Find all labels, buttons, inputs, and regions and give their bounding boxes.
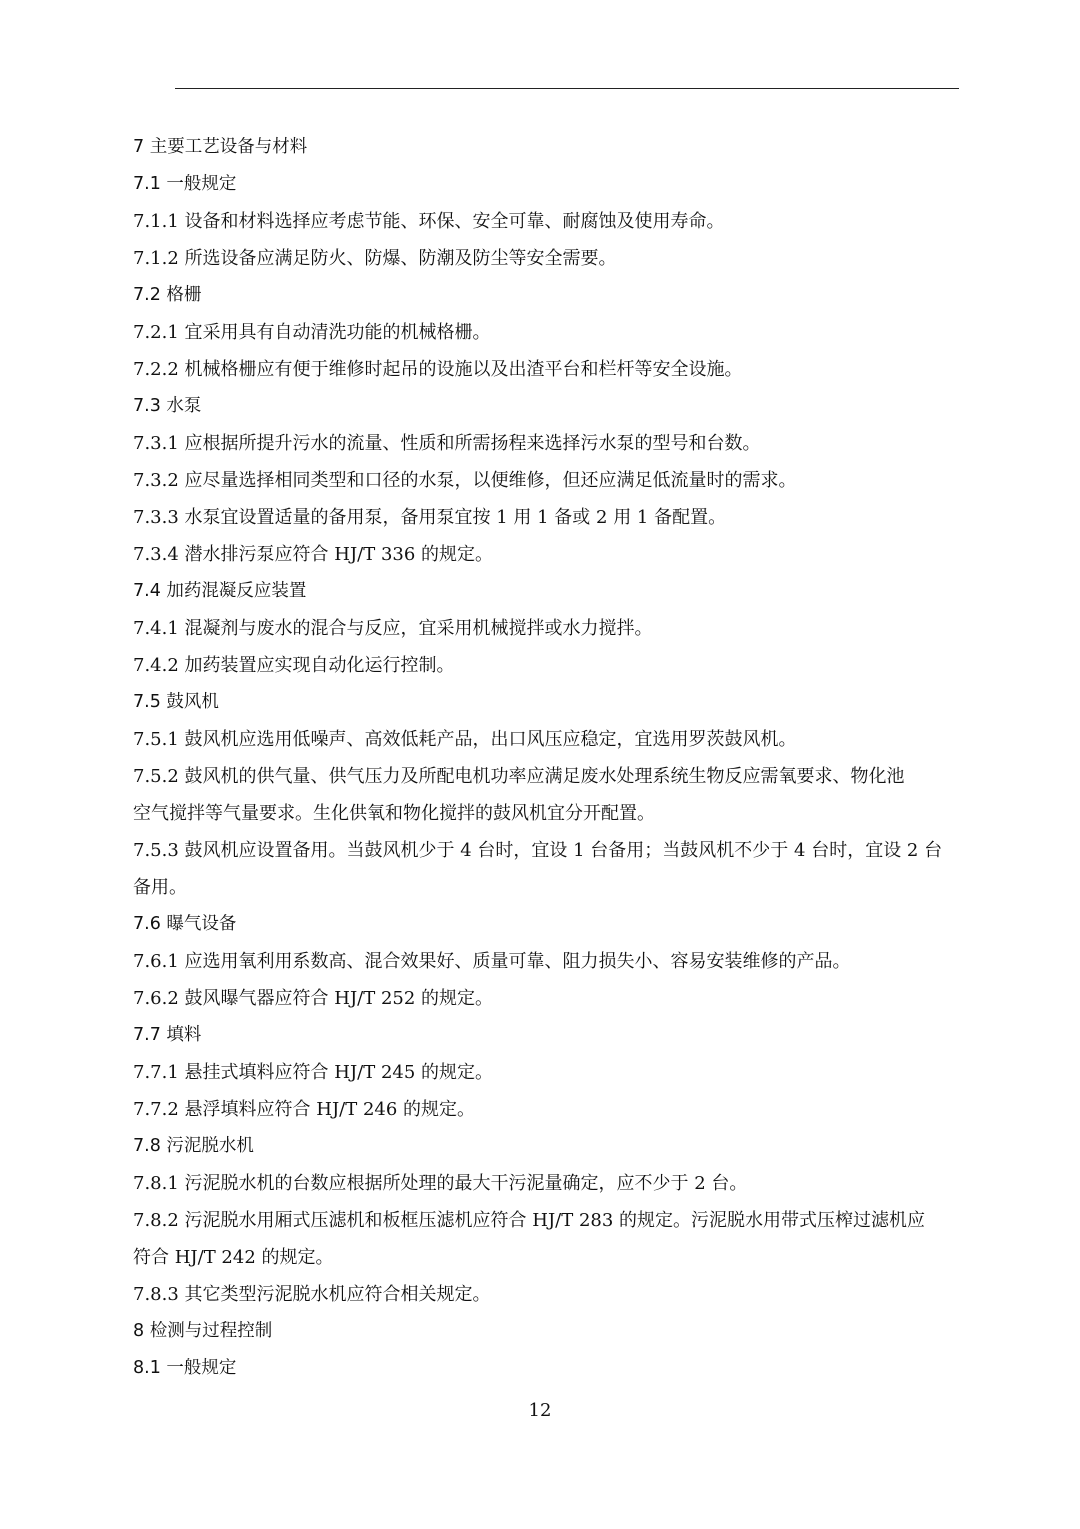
paragraph-line: 7.5.2 鼓风机的供气量、供气压力及所配电机功率应满足废水处理系统生物反应需氧要求、物化池 (133, 766, 905, 787)
section-heading: 8.1 一般规定 (133, 1358, 237, 1378)
section-heading: 7.8 污泥脱水机 (133, 1136, 254, 1156)
paragraph-line: 7.3.4 潜水排污泵应符合 HJ/T 336 的规定。 (133, 544, 494, 565)
paragraph-line: 7.6.2 鼓风曝气器应符合 HJ/T 252 的规定。 (133, 988, 494, 1009)
paragraph-line: 7.8.1 污泥脱水机的台数应根据所处理的最大干污泥量确定，应不少于 2 台。 (133, 1173, 748, 1194)
paragraph-line: 7.3.2 应尽量选择相同类型和口径的水泵，以便维修，但还应满足低流量时的需求。 (133, 470, 797, 491)
section-heading: 7.1 一般规定 (133, 174, 237, 194)
section-heading: 7.5 鼓风机 (133, 692, 219, 712)
paragraph-line: 7.3.1 应根据所提升污水的流量、性质和所需扬程来选择污水泵的型号和台数。 (133, 433, 761, 454)
paragraph-line: 7.8.2 污泥脱水用厢式压滤机和板框压滤机应符合 HJ/T 283 的规定。污泥脱水用带式压榨过滤机应 (133, 1210, 926, 1231)
paragraph-line: 7.8.3 其它类型污泥脱水机应符合相关规定。 (133, 1284, 491, 1305)
paragraph-line: 空气搅拌等气量要求。生化供氧和物化搅拌的鼓风机宜分开配置。 (133, 803, 655, 824)
paragraph-line: 符合 HJ/T 242 的规定。 (133, 1247, 334, 1268)
section-heading: 7.2 格栅 (133, 285, 202, 305)
paragraph-line: 7.4.1 混凝剂与废水的混合与反应，宜采用机械搅拌或水力搅拌。 (133, 618, 653, 639)
page-number: 12 (528, 1400, 552, 1421)
paragraph-line: 7.4.2 加药装置应实现自动化运行控制。 (133, 655, 455, 676)
header-rule (175, 88, 959, 89)
paragraph-line: 7.7.2 悬浮填料应符合 HJ/T 246 的规定。 (133, 1099, 476, 1120)
paragraph-line: 7.6.1 应选用氧利用系数高、混合效果好、质量可靠、阻力损失小、容易安装维修的产品。 (133, 951, 851, 972)
document-body (133, 129, 963, 1387)
paragraph-line: 7.7.1 悬挂式填料应符合 HJ/T 245 的规定。 (133, 1062, 494, 1083)
section-heading: 7.7 填料 (133, 1025, 202, 1045)
paragraph-line: 7.3.3 水泵宜设置适量的备用泵，备用泵宜按 1 用 1 备或 2 用 1 备配置。 (133, 507, 727, 528)
section-heading: 7 主要工艺设备与材料 (133, 137, 308, 157)
paragraph-line: 7.5.1 鼓风机应选用低噪声、高效低耗产品，出口风压应稳定，宜选用罗茨鼓风机。 (133, 729, 797, 750)
paragraph-line: 7.1.2 所选设备应满足防火、防爆、防潮及防尘等安全需要。 (133, 248, 617, 269)
paragraph-line: 备用。 (133, 877, 187, 898)
section-heading: 7.6 曝气设备 (133, 914, 237, 934)
paragraph-line: 7.2.1 宜采用具有自动清洗功能的机械格栅。 (133, 322, 491, 343)
paragraph-line: 7.2.2 机械格栅应有便于维修时起吊的设施以及出渣平台和栏杆等安全设施。 (133, 359, 743, 380)
section-heading: 8 检测与过程控制 (133, 1321, 273, 1341)
paragraph-line: 7.5.3 鼓风机应设置备用。当鼓风机少于 4 台时，宜设 1 台备用；当鼓风机不少于 4 台时，宜设 2 台 (133, 840, 943, 861)
paragraph-line: 7.1.1 设备和材料选择应考虑节能、环保、安全可靠、耐腐蚀及使用寿命。 (133, 211, 725, 232)
section-heading: 7.4 加药混凝反应装置 (133, 581, 307, 601)
section-heading: 7.3 水泵 (133, 396, 202, 416)
